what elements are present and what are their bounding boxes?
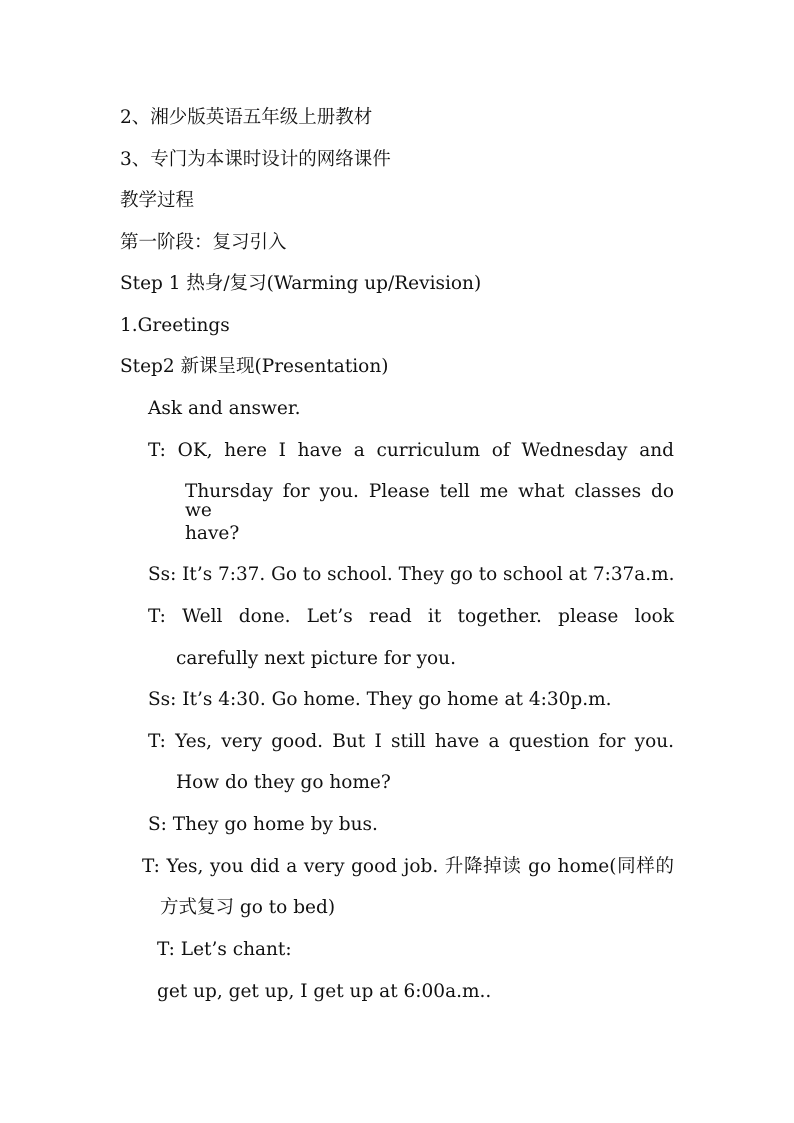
dialogue-line: T: Well done. Let’s read it together. please look [148,606,674,627]
chant-line: get up, get up, I get up at 6:00a.m.. [157,981,492,1002]
dialogue-line: T: Yes, very good. But I still have a question for you. [148,731,674,752]
activity-line: Ask and answer. [148,398,301,419]
dialogue-line: Thursday for you. Please tell me what classes do we [185,481,674,521]
step-1-heading: Step 1 热身/复习(Warming up/Revision) [120,273,482,294]
section-heading: 教学过程 [120,190,195,211]
dialogue-line: have? [185,523,240,544]
greetings-line: 1.Greetings [120,315,230,336]
dialogue-line: T: Yes, you did a very good job. 升降掉读 go home(同样的 [142,856,674,877]
dialogue-line: S: They go home by bus. [148,814,378,835]
dialogue-line: Ss: It’s 4:30. Go home. They go home at 4:30p.m. [148,689,612,710]
dialogue-line: carefully next picture for you. [176,648,456,669]
material-item-2: 2、湘少版英语五年级上册教材 [120,107,373,128]
dialogue-line: T: OK, here I have a curriculum of Wednesday and [148,440,674,461]
dialogue-line: How do they go home? [176,772,391,793]
stage-heading: 第一阶段：复习引入 [120,232,287,253]
dialogue-line: 方式复习 go to bed) [160,897,336,918]
material-item-3: 3、专门为本课时设计的网络课件 [120,149,391,170]
step-2-heading: Step2 新课呈现(Presentation) [120,356,389,377]
dialogue-line: T: Let’s chant: [157,939,292,960]
dialogue-line: Ss: It’s 7:37. Go to school. They go to school at 7:37a.m. [148,564,675,585]
